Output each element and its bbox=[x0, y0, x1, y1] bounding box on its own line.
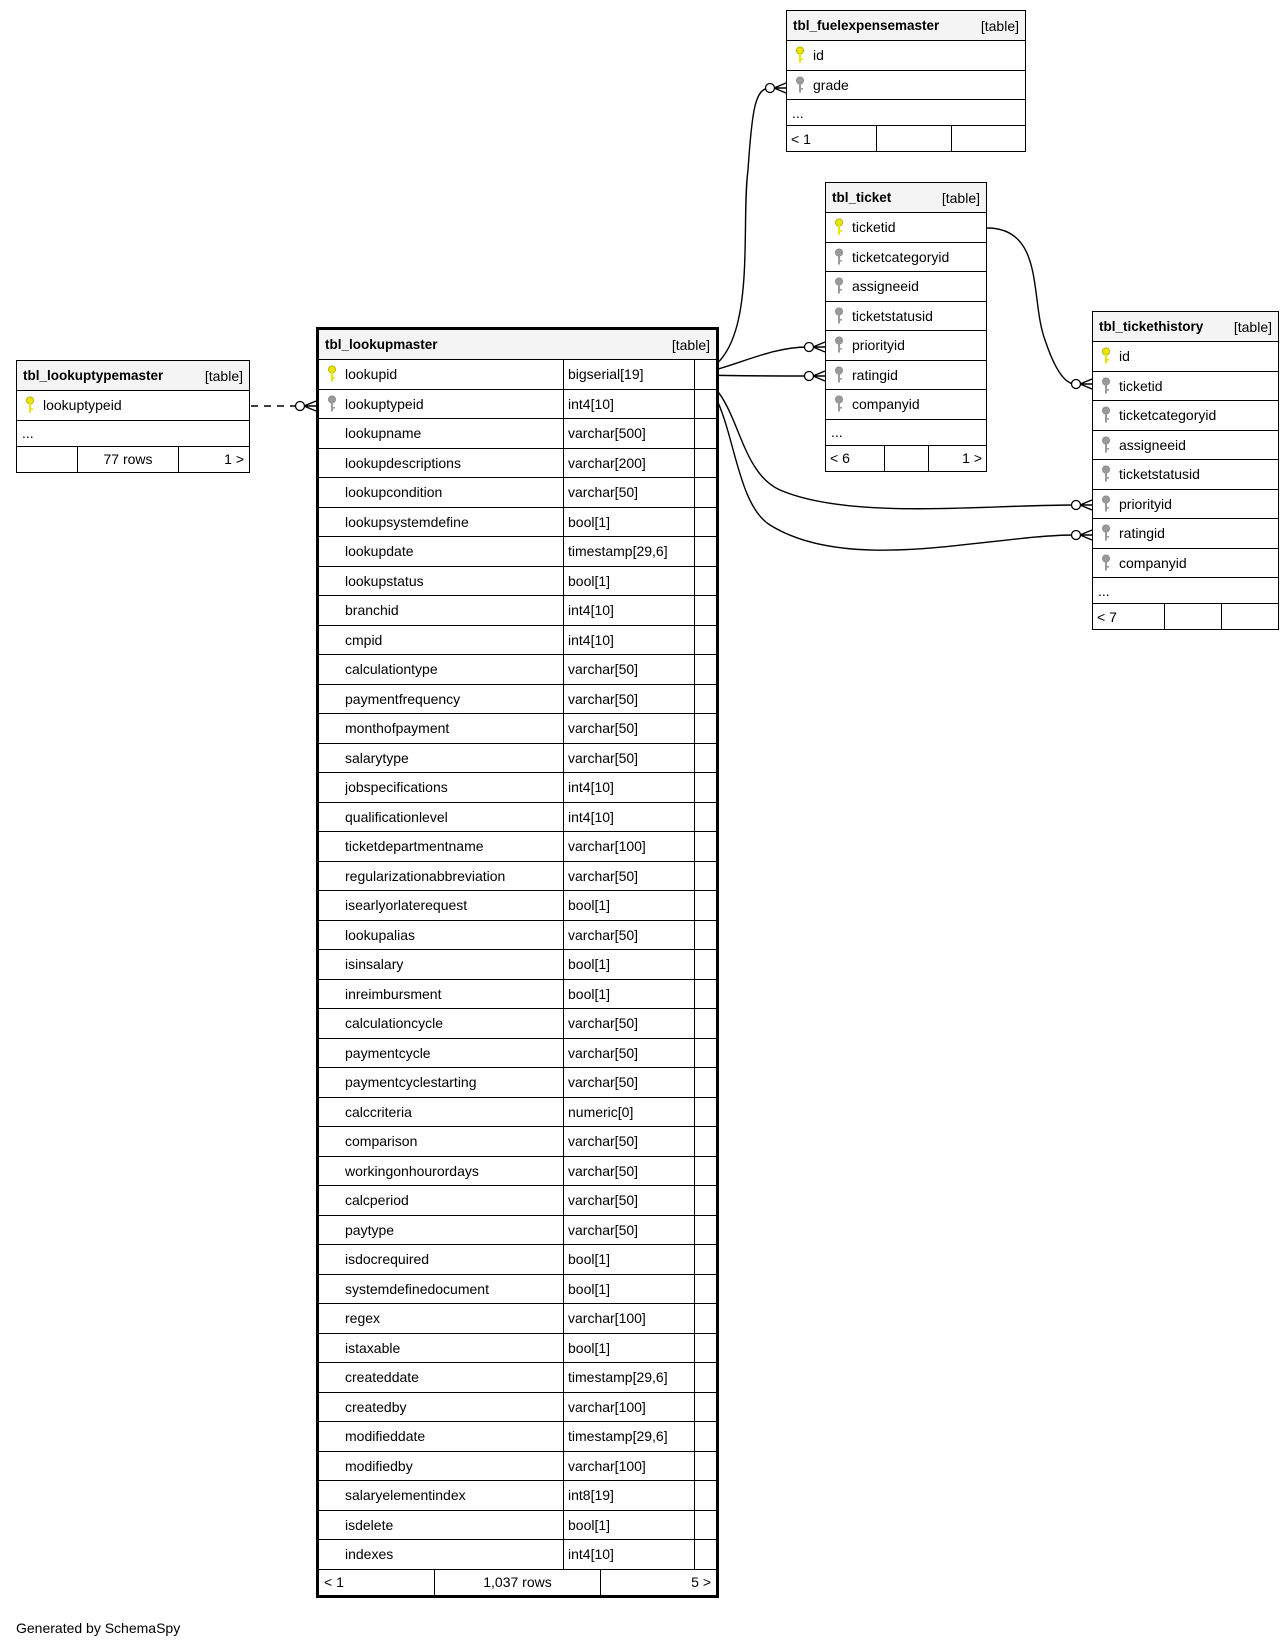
column-row[interactable] bbox=[319, 508, 716, 538]
column-name: regularizationabbreviation bbox=[345, 862, 564, 891]
foreign-key-icon bbox=[1093, 495, 1119, 513]
foreign-key-icon bbox=[826, 248, 852, 266]
column-row[interactable] bbox=[826, 243, 986, 273]
column-row[interactable] bbox=[319, 1334, 716, 1364]
table-tickethistory[interactable] bbox=[1092, 311, 1279, 630]
table-fuelexpensemaster[interactable] bbox=[786, 10, 1026, 152]
column-name: cmpid bbox=[345, 626, 564, 655]
table-type: [table] bbox=[671, 336, 710, 353]
column-name: istaxable bbox=[345, 1334, 564, 1363]
column-type: bool[1] bbox=[564, 1334, 695, 1363]
column-row[interactable] bbox=[1093, 549, 1278, 579]
foreign-key-icon bbox=[826, 366, 852, 384]
footer-rows bbox=[1164, 604, 1221, 629]
table-footer bbox=[1093, 604, 1278, 629]
column-row[interactable] bbox=[319, 1304, 716, 1334]
column-row[interactable] bbox=[319, 478, 716, 508]
column-row[interactable] bbox=[319, 744, 716, 774]
table-type: [table] bbox=[941, 189, 980, 206]
column-name: paymentcycle bbox=[345, 1039, 564, 1068]
column-row[interactable] bbox=[319, 1098, 716, 1128]
column-row[interactable] bbox=[319, 803, 716, 833]
table-ticket[interactable] bbox=[825, 182, 987, 472]
more-columns: ... bbox=[17, 421, 249, 447]
column-row[interactable] bbox=[319, 1275, 716, 1305]
generator-credit: Generated by SchemaSpy bbox=[16, 1620, 181, 1636]
column-row[interactable] bbox=[319, 1068, 716, 1098]
column-row[interactable] bbox=[319, 891, 716, 921]
column-name: branchid bbox=[345, 596, 564, 625]
column-row[interactable] bbox=[1093, 460, 1278, 490]
footer-prev: < 6 bbox=[830, 450, 850, 466]
crows-foot-marker bbox=[813, 342, 825, 352]
column-name: ticketid bbox=[1119, 377, 1163, 394]
column-type: varchar[50] bbox=[564, 1039, 695, 1068]
column-name: calculationcycle bbox=[345, 1009, 564, 1038]
column-name: salarytype bbox=[345, 744, 564, 773]
column-type: varchar[50] bbox=[564, 478, 695, 507]
primary-key-icon bbox=[1093, 347, 1119, 365]
column-row[interactable] bbox=[319, 390, 716, 420]
column-name: lookupalias bbox=[345, 921, 564, 950]
table-header bbox=[17, 361, 249, 391]
column-name: assigneeid bbox=[1119, 436, 1186, 453]
column-row[interactable] bbox=[826, 390, 986, 420]
optional-marker bbox=[805, 343, 814, 352]
column-name: paymentcyclestarting bbox=[345, 1068, 564, 1097]
column-name: isearlyorlaterequest bbox=[345, 891, 564, 920]
column-name: qualificationlevel bbox=[345, 803, 564, 832]
crows-foot-marker bbox=[774, 83, 786, 93]
table-footer bbox=[826, 446, 986, 471]
column-name: createddate bbox=[345, 1363, 564, 1392]
more-columns: ... bbox=[787, 100, 1025, 126]
column-type: timestamp[29,6] bbox=[564, 537, 695, 566]
primary-key-icon bbox=[319, 365, 345, 383]
column-row[interactable] bbox=[787, 41, 1025, 71]
column-row[interactable] bbox=[319, 1009, 716, 1039]
column-name: systemdefinedocument bbox=[345, 1275, 564, 1304]
column-row[interactable] bbox=[319, 419, 716, 449]
column-name: ticketstatusid bbox=[1119, 466, 1200, 483]
column-name: lookuptypeid bbox=[43, 397, 122, 414]
column-name: modifieddate bbox=[345, 1422, 564, 1451]
foreign-key-icon bbox=[826, 336, 852, 354]
column-type: int4[10] bbox=[564, 1540, 695, 1569]
footer-prev bbox=[17, 447, 77, 472]
table-name: tbl_lookuptypemaster bbox=[23, 368, 164, 383]
column-row[interactable] bbox=[319, 1393, 716, 1423]
column-name: isdocrequired bbox=[345, 1245, 564, 1274]
table-type: [table] bbox=[980, 17, 1019, 34]
column-row[interactable] bbox=[319, 1039, 716, 1069]
column-row[interactable] bbox=[319, 1452, 716, 1482]
column-type: varchar[50] bbox=[564, 921, 695, 950]
column-row[interactable] bbox=[826, 213, 986, 243]
column-type: int4[10] bbox=[564, 390, 695, 419]
column-row[interactable] bbox=[1093, 519, 1278, 549]
column-row[interactable] bbox=[319, 1157, 716, 1187]
column-type: varchar[50] bbox=[564, 1009, 695, 1038]
footer-next bbox=[951, 126, 1025, 151]
column-name: companyid bbox=[852, 396, 920, 413]
column-type: int4[10] bbox=[564, 626, 695, 655]
column-name: lookupsystemdefine bbox=[345, 508, 564, 537]
column-row[interactable] bbox=[319, 980, 716, 1010]
column-row[interactable] bbox=[826, 302, 986, 332]
column-row[interactable] bbox=[17, 391, 249, 421]
column-type: varchar[50] bbox=[564, 655, 695, 684]
column-row[interactable] bbox=[319, 626, 716, 656]
column-name: lookupid bbox=[345, 360, 564, 389]
column-row[interactable] bbox=[319, 1511, 716, 1541]
column-type: varchar[100] bbox=[564, 1304, 695, 1333]
column-type: varchar[100] bbox=[564, 1393, 695, 1422]
more-columns: ... bbox=[826, 420, 986, 446]
optional-marker bbox=[766, 84, 775, 93]
optional-marker bbox=[1072, 380, 1081, 389]
foreign-key-icon bbox=[826, 307, 852, 325]
column-name: ticketid bbox=[852, 219, 896, 236]
column-name: ratingid bbox=[852, 366, 898, 383]
optional-marker bbox=[805, 372, 814, 381]
foreign-key-icon bbox=[1093, 465, 1119, 483]
column-row[interactable] bbox=[319, 862, 716, 892]
column-name: lookupstatus bbox=[345, 567, 564, 596]
table-header bbox=[787, 11, 1025, 41]
column-name: lookupdescriptions bbox=[345, 449, 564, 478]
primary-key-icon bbox=[826, 218, 852, 236]
column-row[interactable] bbox=[319, 1127, 716, 1157]
column-type: varchar[100] bbox=[564, 1452, 695, 1481]
column-row[interactable] bbox=[319, 773, 716, 803]
column-name: ticketcategoryid bbox=[852, 248, 950, 265]
column-row[interactable] bbox=[787, 71, 1025, 101]
column-row[interactable] bbox=[319, 950, 716, 980]
footer-rows: 77 rows bbox=[77, 447, 178, 472]
foreign-key-icon bbox=[787, 76, 813, 94]
column-name: priorityid bbox=[1119, 495, 1172, 512]
crows-foot-marker bbox=[1080, 530, 1092, 540]
table-lookuptypemaster[interactable] bbox=[16, 360, 250, 473]
foreign-key-icon bbox=[319, 395, 345, 413]
column-name: lookupname bbox=[345, 419, 564, 448]
column-type: varchar[50] bbox=[564, 1127, 695, 1156]
column-row[interactable] bbox=[319, 921, 716, 951]
column-row[interactable] bbox=[319, 655, 716, 685]
foreign-key-icon bbox=[1093, 377, 1119, 395]
column-type: varchar[100] bbox=[564, 832, 695, 861]
table-header bbox=[826, 183, 986, 213]
column-name: calccriteria bbox=[345, 1098, 564, 1127]
column-type: varchar[500] bbox=[564, 419, 695, 448]
column-row[interactable] bbox=[319, 449, 716, 479]
column-row[interactable] bbox=[319, 360, 716, 390]
column-row[interactable] bbox=[826, 272, 986, 302]
foreign-key-icon bbox=[826, 395, 852, 413]
column-name: grade bbox=[813, 76, 849, 93]
column-row[interactable] bbox=[319, 567, 716, 597]
column-type: bool[1] bbox=[564, 891, 695, 920]
footer-prev: < 1 bbox=[791, 130, 811, 147]
column-row[interactable] bbox=[1093, 490, 1278, 520]
column-name: lookuptypeid bbox=[345, 390, 564, 419]
column-name: assigneeid bbox=[852, 278, 919, 295]
column-row[interactable] bbox=[1093, 401, 1278, 431]
column-row[interactable] bbox=[826, 361, 986, 391]
column-name: id bbox=[813, 47, 824, 64]
column-name: comparison bbox=[345, 1127, 564, 1156]
column-name: salaryelementindex bbox=[345, 1481, 564, 1510]
column-name: paytype bbox=[345, 1216, 564, 1245]
column-type: int4[10] bbox=[564, 773, 695, 802]
column-type: numeric[0] bbox=[564, 1098, 695, 1127]
column-name: jobspecifications bbox=[345, 773, 564, 802]
column-row[interactable] bbox=[1093, 372, 1278, 402]
crows-foot-marker bbox=[304, 401, 316, 411]
column-row[interactable] bbox=[319, 1481, 716, 1511]
table-header bbox=[319, 330, 716, 360]
footer-next: 5 > bbox=[600, 1570, 716, 1595]
column-name: calcperiod bbox=[345, 1186, 564, 1215]
column-name: indexes bbox=[345, 1540, 564, 1569]
more-columns: ... bbox=[1093, 578, 1278, 604]
column-name: modifiedby bbox=[345, 1452, 564, 1481]
column-row[interactable] bbox=[319, 537, 716, 567]
footer-prev: < 1 bbox=[324, 1574, 344, 1590]
column-type: varchar[50] bbox=[564, 862, 695, 891]
column-type: bool[1] bbox=[564, 1275, 695, 1304]
footer-rows bbox=[884, 446, 928, 471]
column-type: varchar[50] bbox=[564, 1186, 695, 1215]
column-type: int8[19] bbox=[564, 1481, 695, 1510]
column-name: ratingid bbox=[1119, 525, 1165, 542]
column-name: ticketdepartmentname bbox=[345, 832, 564, 861]
column-type: varchar[50] bbox=[564, 1068, 695, 1097]
crows-foot-marker bbox=[1080, 379, 1092, 389]
column-type: bool[1] bbox=[564, 1511, 695, 1540]
column-row[interactable] bbox=[1093, 431, 1278, 461]
crows-foot-marker bbox=[813, 371, 825, 381]
column-type: varchar[200] bbox=[564, 449, 695, 478]
column-name: priorityid bbox=[852, 337, 905, 354]
footer-rows bbox=[876, 126, 951, 151]
table-type: [table] bbox=[204, 367, 243, 384]
footer-next bbox=[1221, 604, 1278, 629]
column-name: paymentfrequency bbox=[345, 685, 564, 714]
column-row[interactable] bbox=[319, 1422, 716, 1452]
primary-key-icon bbox=[787, 46, 813, 64]
column-name: calculationtype bbox=[345, 655, 564, 684]
column-type: bool[1] bbox=[564, 567, 695, 596]
column-type: varchar[50] bbox=[564, 685, 695, 714]
column-type: bool[1] bbox=[564, 950, 695, 979]
column-type: bool[1] bbox=[564, 980, 695, 1009]
column-name: isdelete bbox=[345, 1511, 564, 1540]
column-row[interactable] bbox=[319, 1540, 716, 1570]
column-type: bool[1] bbox=[564, 1245, 695, 1274]
column-type: bigserial[19] bbox=[564, 360, 695, 389]
column-row[interactable] bbox=[319, 1216, 716, 1246]
column-type: timestamp[29,6] bbox=[564, 1422, 695, 1451]
column-row[interactable] bbox=[319, 685, 716, 715]
column-type: bool[1] bbox=[564, 508, 695, 537]
column-row[interactable] bbox=[1093, 342, 1278, 372]
foreign-key-icon bbox=[826, 277, 852, 295]
column-row[interactable] bbox=[319, 596, 716, 626]
table-footer bbox=[319, 1570, 716, 1595]
foreign-key-icon bbox=[1093, 554, 1119, 572]
optional-marker bbox=[296, 402, 305, 411]
column-name: monthofpayment bbox=[345, 714, 564, 743]
column-type: varchar[50] bbox=[564, 744, 695, 773]
column-row[interactable] bbox=[319, 1186, 716, 1216]
footer-rows: 1,037 rows bbox=[434, 1570, 600, 1595]
table-lookupmaster[interactable] bbox=[316, 327, 719, 1598]
footer-next: 1 > bbox=[178, 447, 249, 472]
crows-foot-marker bbox=[1080, 500, 1092, 510]
column-type: int4[10] bbox=[564, 803, 695, 832]
optional-marker bbox=[1072, 531, 1081, 540]
optional-marker bbox=[1072, 501, 1081, 510]
column-row[interactable] bbox=[319, 1245, 716, 1275]
table-footer bbox=[17, 447, 249, 472]
column-type: varchar[50] bbox=[564, 1216, 695, 1245]
column-type: varchar[50] bbox=[564, 1157, 695, 1186]
foreign-key-icon bbox=[1093, 524, 1119, 542]
column-row[interactable] bbox=[826, 331, 986, 361]
column-row[interactable] bbox=[319, 832, 716, 862]
table-name: tbl_fuelexpensemaster bbox=[793, 18, 940, 33]
column-row[interactable] bbox=[319, 714, 716, 744]
column-type: varchar[50] bbox=[564, 714, 695, 743]
column-name: ticketcategoryid bbox=[1119, 407, 1217, 424]
table-name: tbl_ticket bbox=[832, 190, 892, 205]
column-name: inreimbursment bbox=[345, 980, 564, 1009]
table-name: tbl_tickethistory bbox=[1099, 319, 1204, 334]
column-name: id bbox=[1119, 348, 1130, 365]
column-type: timestamp[29,6] bbox=[564, 1363, 695, 1392]
primary-key-icon bbox=[17, 396, 43, 414]
relationship-line bbox=[987, 228, 1075, 384]
column-name: isinsalary bbox=[345, 950, 564, 979]
column-name: lookupcondition bbox=[345, 478, 564, 507]
footer-prev: < 7 bbox=[1097, 608, 1117, 625]
table-type: [table] bbox=[1233, 318, 1272, 335]
footer-next: 1 > bbox=[928, 446, 986, 471]
foreign-key-icon bbox=[1093, 436, 1119, 454]
table-name: tbl_lookupmaster bbox=[325, 337, 438, 352]
column-type: int4[10] bbox=[564, 596, 695, 625]
column-name: workingonhourordays bbox=[345, 1157, 564, 1186]
table-footer bbox=[787, 126, 1025, 151]
column-name: lookupdate bbox=[345, 537, 564, 566]
column-name: regex bbox=[345, 1304, 564, 1333]
column-name: companyid bbox=[1119, 554, 1187, 571]
column-name: createdby bbox=[345, 1393, 564, 1422]
column-row[interactable] bbox=[319, 1363, 716, 1393]
column-name: ticketstatusid bbox=[852, 307, 933, 324]
foreign-key-icon bbox=[1093, 406, 1119, 424]
table-header bbox=[1093, 312, 1278, 342]
